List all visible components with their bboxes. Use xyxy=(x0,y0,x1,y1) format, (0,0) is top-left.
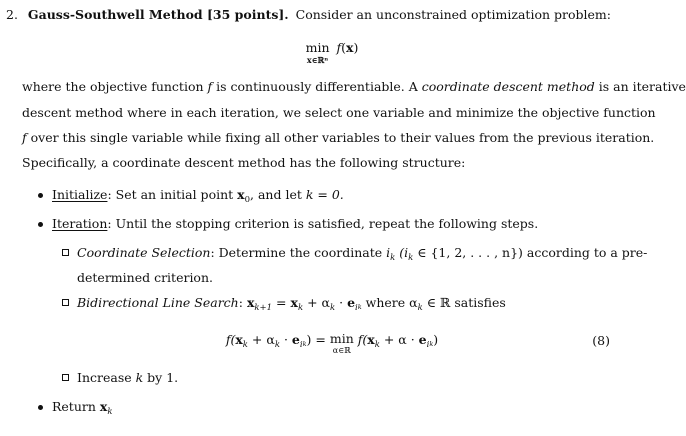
paragraph-line-2: descent method where in each iteration, we select one variable and minimize the objective function xyxy=(22,105,656,120)
paragraph-line-4: Specifically, a coordinate descent method has the following structure: xyxy=(22,155,466,170)
checkbox-increase-k xyxy=(62,374,69,381)
step-line-search: Bidirectional Line Search: $x_{k+1} = x_k + \alpha_k \cdot e_ik$ where $\alpha_k$ ∈ ℝ satisfies xyxy=(77,295,506,313)
step-coordinate-selection: Coordinate Selection: Determine the coordinate $i_k$ ($i_k$ ∈ {1, 2, . . . , n}) according to a pre- xyxy=(77,245,648,263)
bullet-dot-iteration xyxy=(38,222,43,227)
line-search-label: Bidirectional Line Search xyxy=(77,295,239,310)
step-coordinate-selection-line-2: determined criterion. xyxy=(77,270,213,285)
step-increase-k: Increase k by 1. xyxy=(77,370,179,385)
problem-title: Gauss-Southwell Method [35 points]. xyxy=(27,7,289,22)
equation-8-lhs: $f(x_k + \alpha_k \cdot e_ik)$ = xyxy=(225,332,330,350)
iteration-label: Iteration xyxy=(52,216,108,231)
bullet-return: Return $x_k$ xyxy=(52,399,113,417)
objective-min-operator: min x∈ℝⁿ xyxy=(305,40,330,65)
problem-intro: Consider an unconstrained optimization problem: xyxy=(295,7,611,22)
paragraph-line-1: where the objective function f is continuously differentiable. A coordinate descent method is an iterative xyxy=(22,79,686,94)
objective-min-domain: x∈ℝⁿ xyxy=(306,55,329,65)
equation-8 xyxy=(0,333,664,357)
paragraph-line-3: f over this single variable while fixing all other variables to their values from the previous iteration. xyxy=(22,130,655,145)
coordinate-selection-label: Coordinate Selection xyxy=(77,245,211,260)
equation-8-min-domain: α∈ℝ xyxy=(332,346,351,355)
term-coordinate-descent: coordinate descent method xyxy=(421,79,595,94)
problem-heading xyxy=(6,7,611,23)
checkbox-coordinate-selection xyxy=(62,249,69,256)
objective-function: f(x) xyxy=(336,40,359,55)
bullet-dot-return xyxy=(38,405,43,410)
initialize-label: Initialize xyxy=(52,187,108,202)
objective-display xyxy=(0,42,664,66)
equation-8-rhs: $f(x_k + \alpha \cdot e_ik)$ xyxy=(357,332,439,350)
equation-8-number: (8) xyxy=(592,333,610,348)
problem-number: 2. xyxy=(6,7,18,22)
bullet-iteration: Iteration: Until the stopping criterion is satisfied, repeat the following steps. xyxy=(52,216,539,231)
equation-8-min-operator: min α∈ℝ xyxy=(329,331,354,355)
bullet-dot-initialize xyxy=(38,193,43,198)
checkbox-line-search xyxy=(62,299,69,306)
bullet-initialize: Initialize: Set an initial point $x_0$, and let k = 0. xyxy=(52,187,344,205)
